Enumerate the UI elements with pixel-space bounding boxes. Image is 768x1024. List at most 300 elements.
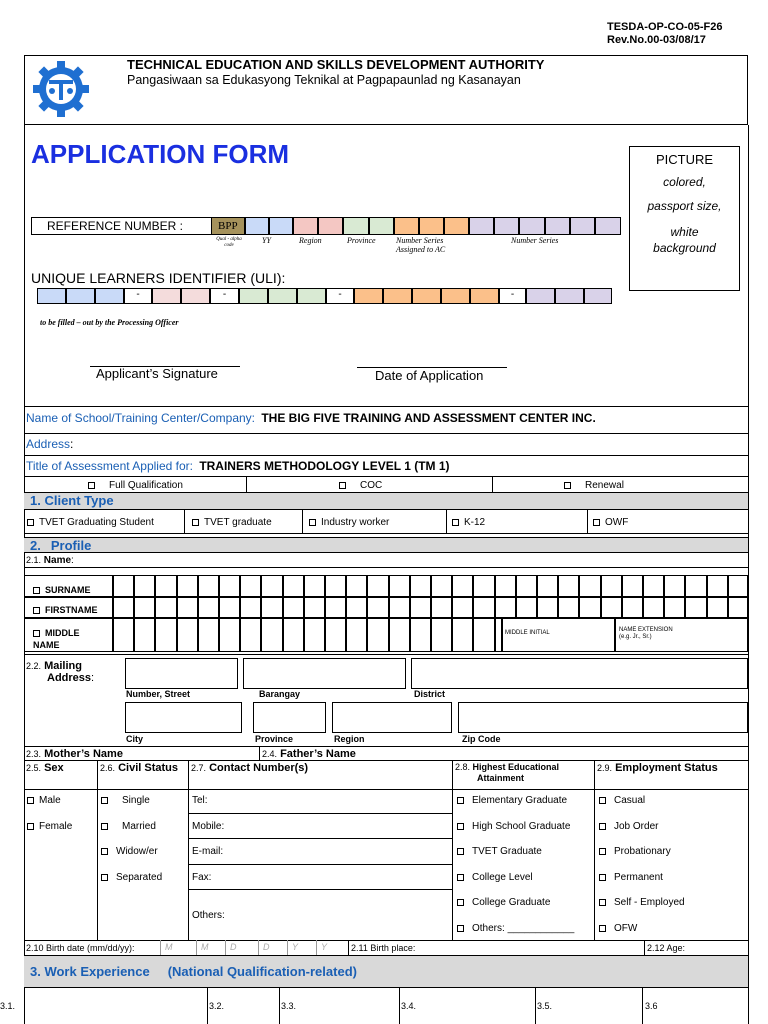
picture-box[interactable] (629, 146, 740, 291)
emp-option-label: OFW (614, 923, 638, 934)
ref-cell[interactable] (519, 217, 545, 235)
divider (24, 654, 748, 655)
uli-cell[interactable] (239, 288, 268, 304)
client-type-option[interactable] (309, 517, 389, 528)
district-label: District (414, 689, 446, 699)
birth-date-cell[interactable]: Y (287, 940, 317, 955)
name-letter-cell[interactable] (198, 597, 219, 618)
sex-header (26, 762, 64, 774)
agency-name-filipino: Pangasiwaan sa Edukasyong Teknikal at Pagpapaunlad ng Kasanayan (127, 73, 521, 87)
uli-cell[interactable] (441, 288, 470, 304)
divider (188, 889, 452, 890)
ref-sub-number-ac: Number Series Assigned to AC (396, 236, 446, 254)
ref-cell[interactable] (245, 217, 269, 235)
name-letter-cell[interactable] (431, 575, 452, 597)
ref-sub-yy: YY (262, 236, 271, 245)
birth-date-label: 2.10 Birth date (mm/dd/yy): (26, 943, 135, 953)
edu-option-label: College Graduate (472, 897, 551, 908)
name-letter-cell[interactable] (452, 597, 473, 618)
name-letter-cell[interactable] (516, 597, 537, 618)
city-label: City (126, 734, 144, 744)
client-type-option[interactable] (452, 517, 485, 528)
emp-option-label: Probationary (614, 846, 671, 857)
name-letter-cell[interactable] (325, 575, 346, 597)
ref-sub-province: Province (347, 236, 376, 245)
uli-cell[interactable] (470, 288, 499, 304)
name-letter-cell[interactable] (664, 575, 685, 597)
name-letter-cell[interactable] (283, 575, 304, 597)
edu-option[interactable] (457, 897, 550, 908)
emp-header (597, 762, 718, 774)
uli-cell[interactable] (152, 288, 181, 304)
uli-cell[interactable] (412, 288, 441, 304)
assessment-type-label: COC (360, 480, 383, 491)
name-letter-cell[interactable] (155, 575, 176, 597)
assessment-value[interactable]: TRAINERS METHODOLOGY LEVEL 1 (TM 1) (199, 459, 450, 473)
name-letter-cell[interactable] (261, 575, 282, 597)
edu-option-label: College Level (472, 872, 533, 883)
checkbox-icon[interactable] (27, 823, 34, 830)
edu-option-label: TVET Graduate (472, 846, 542, 857)
name-extension-sub: (e.g. Jr., Sr.) (619, 634, 652, 640)
agency-name: TECHNICAL EDUCATION AND SKILLS DEVELOPMENT AUTHORITY (127, 57, 545, 72)
uli-cell[interactable] (268, 288, 297, 304)
name-letter-cell[interactable] (707, 575, 728, 597)
work-col-2: 3.2. (209, 1001, 225, 1011)
barangay-input[interactable] (243, 658, 406, 689)
name-letter-cell[interactable] (495, 597, 516, 618)
divider (348, 940, 349, 955)
picture-title: PICTURE (655, 152, 714, 167)
section-3-title (30, 964, 357, 979)
ref-cell[interactable] (545, 217, 570, 235)
emp-option[interactable] (599, 846, 671, 857)
ref-cell[interactable] (595, 217, 621, 235)
name-letter-cell[interactable] (622, 575, 643, 597)
name-letter-cell[interactable] (177, 597, 198, 618)
divider (188, 813, 452, 814)
contact-label: Contact Number(s) (209, 762, 309, 774)
uli-cell[interactable] (297, 288, 326, 304)
name-letter-cell[interactable] (155, 618, 176, 652)
name-letter-cell[interactable] (346, 575, 367, 597)
checkbox-icon[interactable] (457, 797, 464, 804)
uli-cell[interactable] (66, 288, 95, 304)
checkbox-icon[interactable] (599, 848, 606, 855)
divider (24, 575, 748, 576)
checkbox-icon[interactable] (599, 797, 606, 804)
name-number: 2.1. (26, 555, 42, 565)
father-label: Father’s Name (280, 748, 356, 760)
name-letter-cell[interactable] (219, 597, 240, 618)
ref-cell[interactable] (394, 217, 419, 235)
checkbox-icon[interactable] (339, 482, 346, 489)
civil-option[interactable] (101, 846, 158, 857)
name-letter-cell[interactable] (113, 575, 134, 597)
name-letter-cell[interactable] (558, 597, 579, 618)
civil-option[interactable] (101, 872, 162, 883)
surname-row-label (33, 585, 91, 595)
client-type-label: TVET Graduating Student (39, 517, 154, 528)
mailing-colon: : (91, 672, 95, 684)
section-3-label: 3. Work Experience (30, 964, 150, 979)
firstname-label: FIRSTNAME (45, 605, 98, 615)
name-letter-cell[interactable] (198, 618, 219, 652)
client-type-label: OWF (605, 517, 629, 528)
contact-fax[interactable]: Fax: (192, 872, 212, 883)
client-type-label: K-12 (464, 517, 486, 528)
civil-number: 2.6. (100, 763, 116, 773)
document-code (607, 21, 723, 47)
ref-cell[interactable] (343, 217, 369, 235)
name-letter-cell[interactable] (558, 575, 579, 597)
divider (188, 760, 189, 940)
divider (24, 533, 748, 534)
assessment-type-label: Full Qualification (109, 480, 183, 491)
contact-tel[interactable]: Tel: (192, 795, 208, 806)
name-letter-cell[interactable] (728, 575, 748, 597)
uli-cell[interactable] (555, 288, 584, 304)
name-letter-cell[interactable] (134, 618, 155, 652)
work-col-4: 3.4. (401, 1001, 417, 1011)
name-letter-cell[interactable] (643, 575, 664, 597)
contact-others[interactable]: Others: (192, 910, 225, 921)
checkbox-icon[interactable] (457, 925, 464, 932)
divider (188, 864, 452, 865)
name-letter-cell[interactable] (304, 575, 325, 597)
emp-option[interactable] (599, 897, 685, 908)
birth-date-cell[interactable]: M (160, 940, 190, 955)
name-letter-cell[interactable] (389, 618, 410, 652)
uli-cell[interactable] (37, 288, 66, 304)
checkbox-icon[interactable] (599, 899, 606, 906)
name-letter-cell[interactable] (177, 618, 198, 652)
name-extension-text: NAME EXTENSION (619, 627, 673, 633)
checkbox-icon[interactable] (457, 848, 464, 855)
assessment-type-label: Renewal (585, 480, 624, 491)
name-letter-cell[interactable] (261, 597, 282, 618)
school-value[interactable]: THE BIG FIVE TRAINING AND ASSESSMENT CENTER INC. (261, 411, 596, 425)
birth-date-cell[interactable]: D (225, 940, 255, 955)
emp-option[interactable] (599, 795, 645, 806)
name-letter-cell[interactable] (410, 597, 431, 618)
name-letter-cell[interactable] (113, 597, 134, 618)
checkbox-icon[interactable] (457, 874, 464, 881)
ref-cell[interactable] (369, 217, 394, 235)
assessment-type-renewal[interactable] (564, 480, 624, 491)
divider (642, 988, 643, 1024)
mailing-label (26, 660, 94, 684)
civil-option[interactable] (101, 795, 150, 806)
province-input[interactable] (253, 702, 326, 733)
divider (246, 476, 247, 493)
name-letter-cell[interactable] (325, 618, 346, 652)
name-letter-cell[interactable] (707, 597, 728, 618)
name-letter-cell[interactable] (283, 597, 304, 618)
form-title: APPLICATION FORM (31, 139, 290, 169)
civil-header (100, 762, 178, 774)
address-colon: : (70, 437, 74, 451)
middle-label-2: NAME (33, 640, 60, 650)
father-name-field[interactable] (262, 748, 356, 760)
name-letter-cell[interactable] (198, 575, 219, 597)
emp-number: 2.9. (597, 763, 613, 773)
name-letter-cell[interactable] (304, 618, 325, 652)
name-letter-cell[interactable] (240, 618, 261, 652)
ref-cell[interactable] (469, 217, 494, 235)
name-letter-cell[interactable] (473, 597, 494, 618)
name-letter-cell[interactable] (177, 575, 198, 597)
name-letter-cell[interactable] (431, 597, 452, 618)
name-letter-cell[interactable] (579, 575, 600, 597)
emp-option[interactable] (599, 923, 637, 934)
divider (587, 510, 588, 533)
mailing-title: Mailing (44, 660, 82, 672)
assessment-label: Title of Assessment Applied for: (26, 459, 193, 473)
form-code: TESDA-OP-CO-05-F26 (607, 21, 723, 33)
name-letter-cell[interactable] (219, 575, 240, 597)
civil-option-label: Separated (116, 872, 163, 883)
checkbox-icon[interactable] (101, 823, 108, 830)
name-label (26, 555, 74, 566)
uli-cell[interactable] (383, 288, 412, 304)
checkbox-icon[interactable] (101, 797, 108, 804)
edu-number: 2.8. (455, 762, 471, 772)
edu-header (455, 762, 559, 784)
contact-number: 2.7. (191, 763, 207, 773)
birth-date-cell[interactable]: M (196, 940, 226, 955)
section-2-title (30, 538, 91, 553)
name-letter-cell[interactable] (240, 597, 261, 618)
name-letter-cell[interactable] (516, 575, 537, 597)
civil-option-label: Widow/er (116, 846, 158, 857)
divider (24, 476, 748, 477)
region-input[interactable] (332, 702, 452, 733)
client-type-label: Industry worker (321, 517, 390, 528)
barangay-label: Barangay (259, 689, 301, 699)
edu-option-label: Elementary Graduate (472, 795, 568, 806)
name-letter-cell[interactable] (495, 618, 502, 652)
section-2-header (24, 537, 748, 553)
edu-option[interactable] (457, 795, 567, 806)
picture-note-2: passport size, (647, 199, 722, 213)
civil-option[interactable] (101, 821, 156, 832)
name-letter-cell[interactable] (367, 597, 388, 618)
reference-number-label: REFERENCE NUMBER : (47, 219, 184, 233)
name-letter-cell[interactable] (537, 597, 558, 618)
street-label: Number, Street (126, 689, 191, 699)
edu-option[interactable] (457, 923, 574, 934)
name-letter-cell[interactable] (219, 618, 240, 652)
name-letter-cell[interactable] (325, 597, 346, 618)
name-colon: : (71, 555, 74, 566)
name-letter-cell[interactable] (452, 618, 473, 652)
divider (24, 789, 748, 790)
revision-number: Rev.No.00-03/08/17 (607, 34, 706, 46)
client-type-option[interactable] (192, 517, 272, 528)
divider (24, 746, 748, 747)
divider (452, 760, 453, 940)
ref-cell[interactable] (293, 217, 318, 235)
ref-sub-number: Number Series (511, 236, 559, 245)
uli-dash: - (326, 288, 354, 304)
name-letter-cell[interactable] (473, 575, 494, 597)
emp-option[interactable] (599, 872, 663, 883)
ref-cell[interactable] (269, 217, 293, 235)
work-col-6: 3.6 (645, 1001, 658, 1011)
name-letter-cell[interactable] (664, 597, 685, 618)
ref-cell[interactable] (444, 217, 469, 235)
divider (399, 988, 400, 1024)
frame-right (748, 125, 749, 1024)
name-letter-cell[interactable] (155, 597, 176, 618)
picture-note-1: colored, (663, 175, 706, 189)
civil-option-label: Married (122, 821, 156, 832)
mother-number: 2.3. (26, 749, 42, 759)
divider (446, 510, 447, 533)
name-letter-cell[interactable] (622, 597, 643, 618)
contact-email[interactable]: E-mail: (192, 846, 224, 857)
mother-name-field[interactable] (26, 748, 123, 760)
checkbox-icon[interactable] (88, 482, 95, 489)
ref-cell[interactable] (318, 217, 343, 235)
checkbox-icon[interactable] (452, 519, 459, 526)
checkbox-icon[interactable] (101, 874, 108, 881)
edu-option[interactable] (457, 872, 533, 883)
checkbox-icon[interactable] (27, 519, 34, 526)
name-letter-cell[interactable] (346, 618, 367, 652)
name-letter-cell[interactable] (579, 597, 600, 618)
checkbox-icon[interactable] (599, 925, 606, 932)
picture-note-3: white (670, 225, 699, 239)
divider (188, 838, 452, 839)
name-letter-cell[interactable] (410, 618, 431, 652)
checkbox-icon[interactable] (457, 899, 464, 906)
ref-cell[interactable] (419, 217, 444, 235)
contact-mobile[interactable]: Mobile: (192, 821, 225, 832)
name-letter-cell[interactable] (240, 575, 261, 597)
divider (302, 510, 303, 533)
name-letter-cell[interactable] (134, 597, 155, 618)
checkbox-icon[interactable] (192, 519, 199, 526)
middle-label: MIDDLE (45, 628, 80, 638)
mailing-number: 2.2. (26, 661, 42, 671)
assessment-type-coc[interactable] (339, 480, 382, 491)
street-input[interactable] (125, 658, 238, 689)
birth-place-label[interactable]: 2.11 Birth place: (351, 943, 416, 953)
divider (24, 433, 748, 434)
ref-bpp-cell: BPP (211, 217, 245, 235)
ref-cell[interactable] (570, 217, 595, 235)
name-letter-cell[interactable] (134, 575, 155, 597)
uli-cell[interactable] (354, 288, 383, 304)
address-row[interactable] (26, 437, 73, 451)
name-letter-cell[interactable] (283, 618, 304, 652)
emp-option[interactable] (599, 821, 658, 832)
picture-note-4: background (653, 241, 716, 255)
name-letter-cell[interactable] (367, 618, 388, 652)
checkbox-icon[interactable] (101, 848, 108, 855)
divider (97, 760, 98, 940)
name-letter-cell[interactable] (346, 597, 367, 618)
mother-label: Mother’s Name (44, 748, 123, 760)
date-of-application-label: Date of Application (375, 368, 484, 383)
divider (644, 940, 645, 955)
checkbox-icon[interactable] (309, 519, 316, 526)
checkbox-icon[interactable] (564, 482, 571, 489)
name-title: Name (43, 555, 72, 566)
sex-option-label: Female (39, 821, 73, 832)
checkbox-icon[interactable] (457, 823, 464, 830)
divider (492, 476, 493, 493)
uli-cell[interactable] (181, 288, 210, 304)
name-letter-cell[interactable] (728, 597, 748, 618)
work-col-5: 3.5. (537, 1001, 553, 1011)
uli-cell[interactable] (584, 288, 612, 304)
name-letter-cell[interactable] (601, 597, 622, 618)
ref-cell[interactable] (494, 217, 519, 235)
name-letter-cell[interactable] (261, 618, 282, 652)
sex-option-male[interactable] (27, 795, 61, 806)
city-input[interactable] (125, 702, 242, 733)
checkbox-icon[interactable] (599, 874, 606, 881)
civil-label: Civil Status (118, 762, 178, 774)
checkbox-icon (33, 607, 40, 614)
checkbox-icon[interactable] (27, 797, 34, 804)
firstname-row-label (33, 605, 98, 615)
uli-cell[interactable] (95, 288, 124, 304)
emp-option-label: Job Order (614, 821, 659, 832)
name-letter-cell[interactable] (685, 575, 706, 597)
name-letter-cell[interactable] (304, 597, 325, 618)
edu-option[interactable] (457, 846, 542, 857)
zipcode-input[interactable] (458, 702, 748, 733)
name-letter-cell[interactable] (431, 618, 452, 652)
birth-date-cell[interactable]: D (258, 940, 288, 955)
name-letter-cell[interactable] (643, 597, 664, 618)
name-letter-cell[interactable] (537, 575, 558, 597)
assessment-type-full[interactable] (88, 480, 183, 491)
work-col-3: 3.3. (281, 1001, 297, 1011)
name-letter-cell[interactable] (389, 597, 410, 618)
name-letter-cell[interactable] (685, 597, 706, 618)
name-letter-cell[interactable] (452, 575, 473, 597)
name-letter-cell[interactable] (410, 575, 431, 597)
name-letter-cell[interactable] (113, 618, 134, 652)
name-letter-cell[interactable] (473, 618, 494, 652)
name-letter-cell[interactable] (389, 575, 410, 597)
name-letter-cell[interactable] (601, 575, 622, 597)
birth-date-cell[interactable]: Y (316, 940, 346, 955)
uli-cell[interactable] (526, 288, 555, 304)
sex-option-female[interactable] (27, 821, 72, 832)
checkbox-icon[interactable] (593, 519, 600, 526)
client-type-label: TVET graduate (204, 517, 272, 528)
district-input[interactable] (411, 658, 748, 689)
name-letter-cell[interactable] (495, 575, 516, 597)
client-type-option[interactable] (27, 517, 154, 528)
name-letter-cell[interactable] (367, 575, 388, 597)
uli-dash: - (124, 288, 152, 304)
section-1-header (24, 492, 748, 510)
checkbox-icon[interactable] (599, 823, 606, 830)
edu-option[interactable] (457, 821, 570, 832)
middlename-row-label (33, 627, 80, 651)
divider (279, 988, 280, 1024)
client-type-option[interactable] (593, 517, 628, 528)
age-label[interactable]: 2.12 Age: (647, 943, 686, 953)
edu-option-label: Others: ____________ (472, 923, 575, 934)
